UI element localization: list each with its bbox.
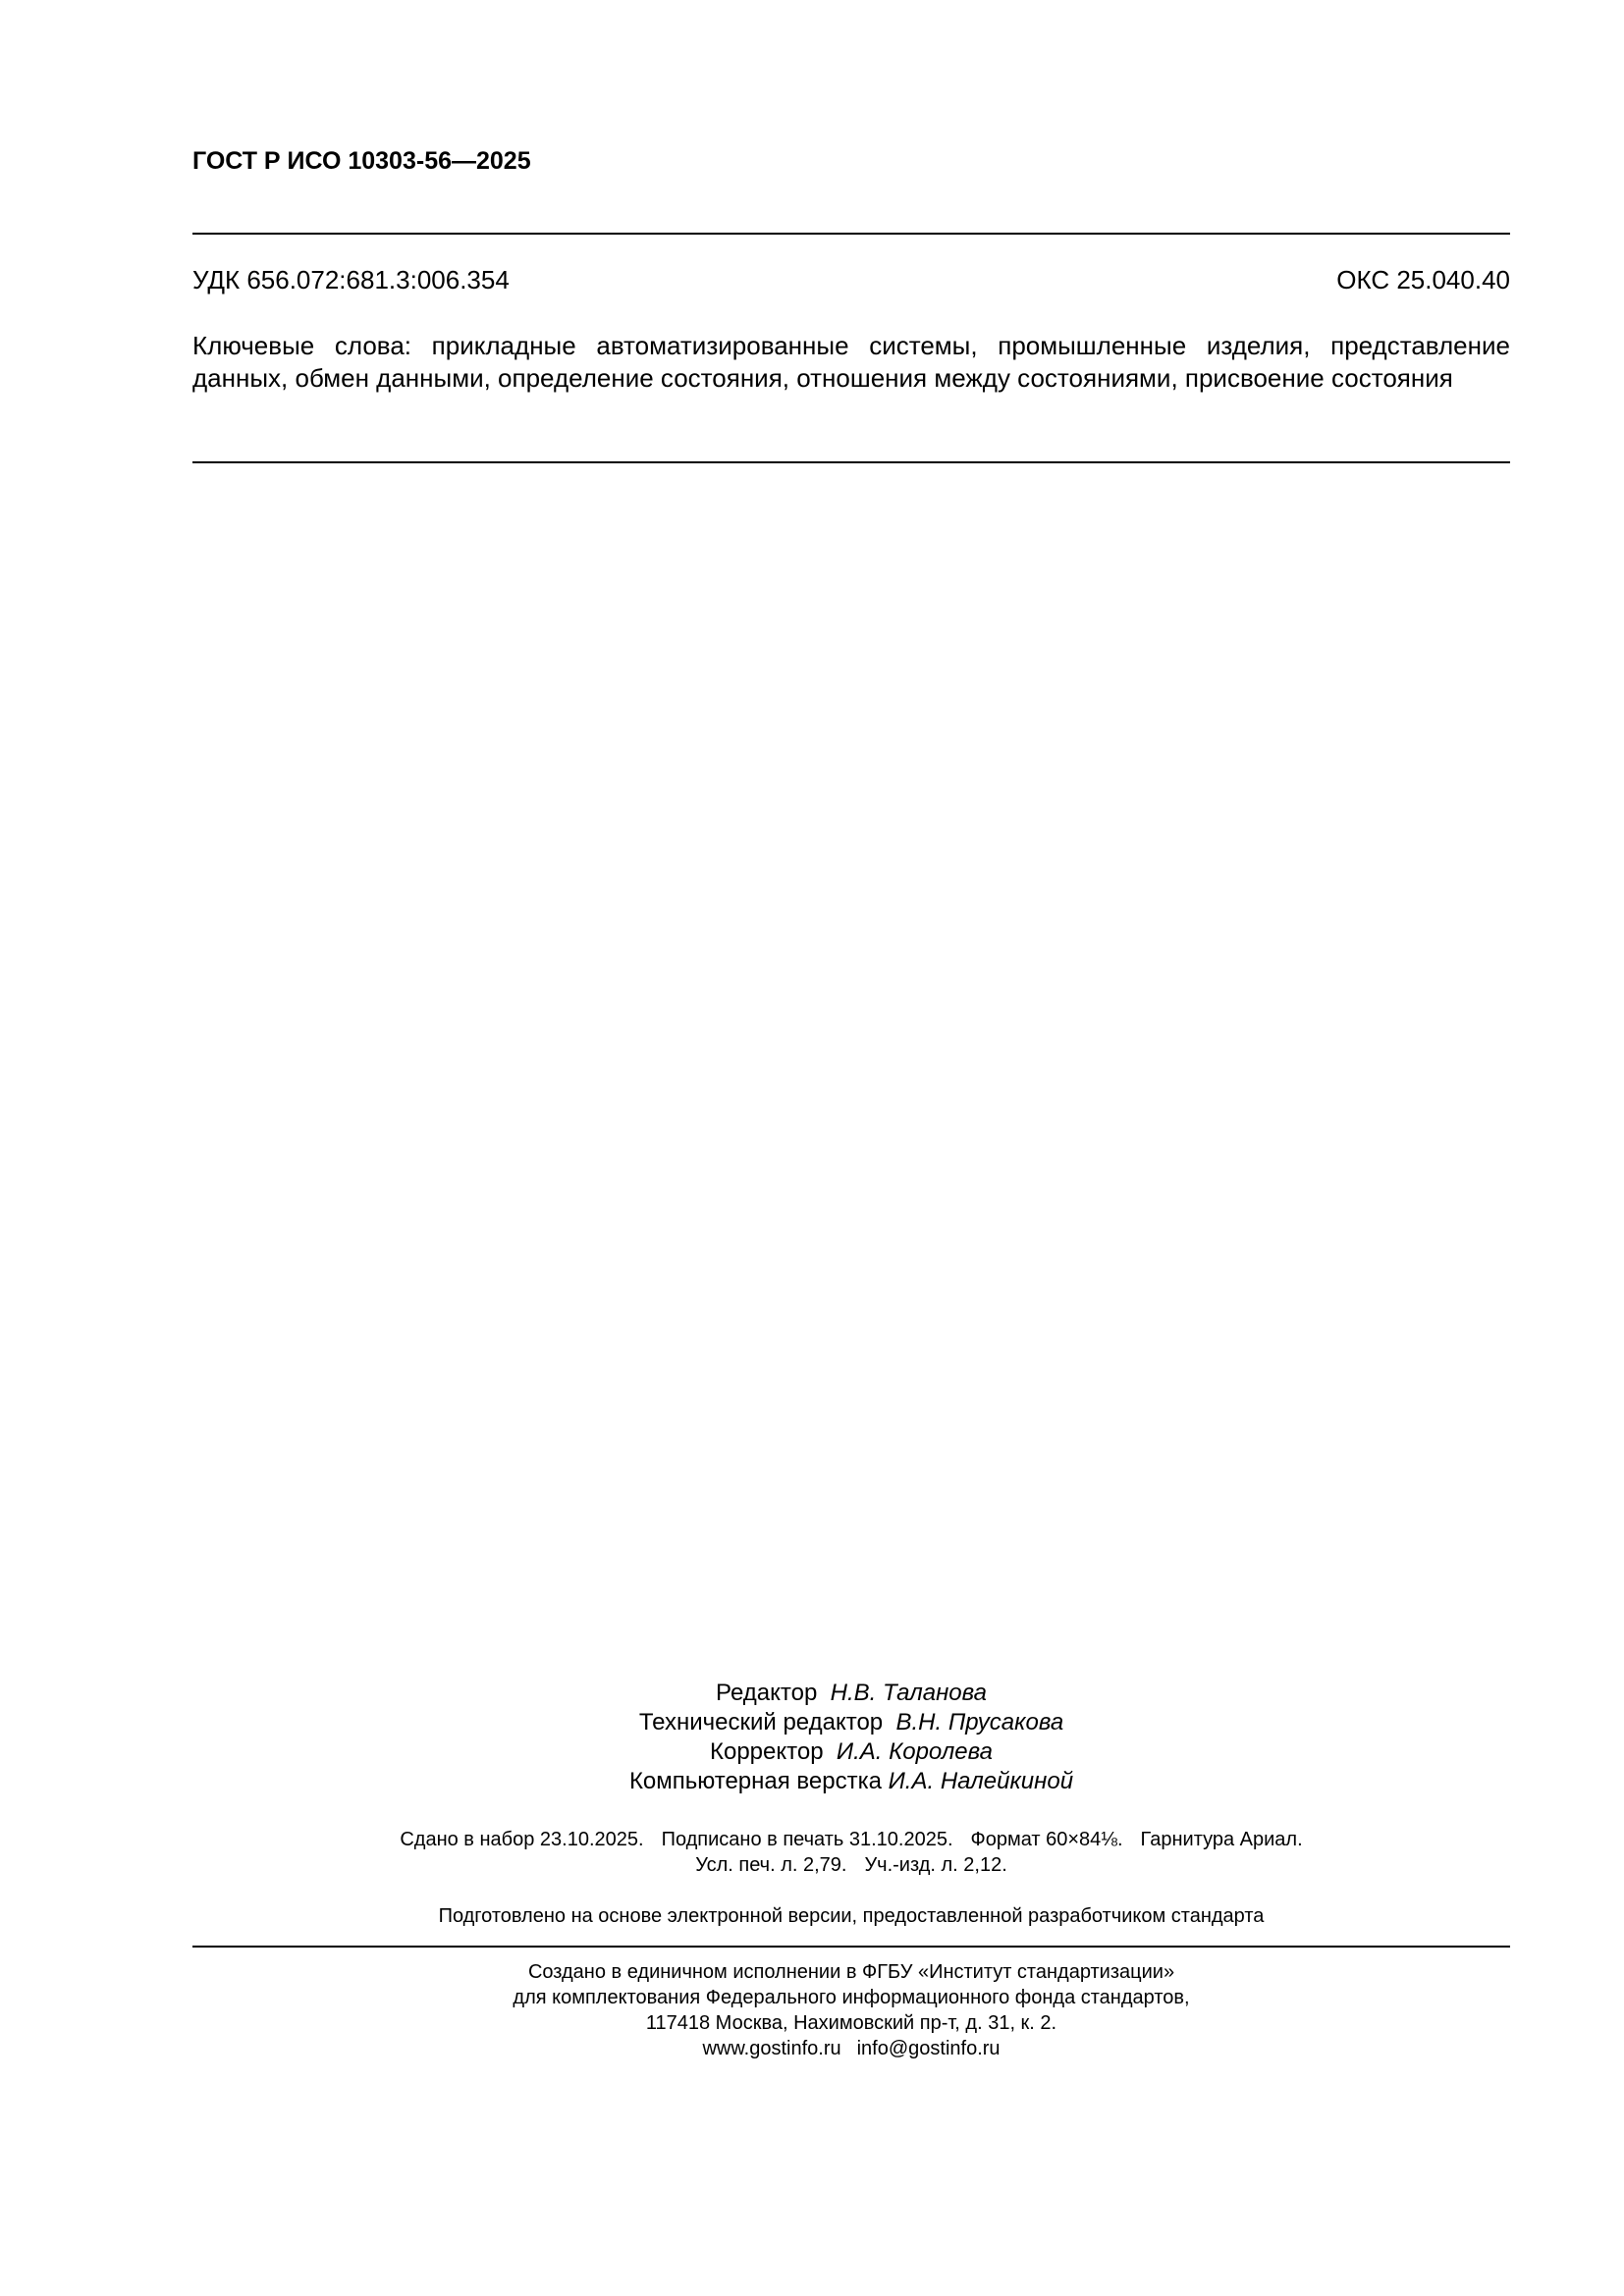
top-divider bbox=[192, 233, 1510, 235]
oks-code: ОКС 25.040.40 bbox=[1336, 265, 1510, 294]
imprint-submitted: Сдано в набор 23.10.2025. bbox=[400, 1829, 644, 1850]
credit-name: В.Н. Прусакова bbox=[895, 1709, 1064, 1735]
imprint-pub-sheets: Уч.-изд. л. 2,12. bbox=[864, 1854, 1007, 1876]
udk-code: УДК 656.072:681.3:006.354 bbox=[192, 265, 510, 294]
publisher-block bbox=[192, 1959, 1510, 2061]
credit-role: Технический редактор bbox=[638, 1709, 884, 1735]
credit-role: Редактор bbox=[716, 1680, 818, 1706]
prepared-note: Подготовлено на основе электронной версии, предоставленной разработчиком стандарта bbox=[438, 1905, 1265, 1927]
website-link[interactable]: www.gostinfo.ru bbox=[702, 2038, 841, 2059]
credit-name: Н.В. Таланова bbox=[830, 1680, 987, 1706]
keywords-paragraph: Ключевые слова: прикладные автоматизированные системы, промышленные изделия, представление данных, обмен данными, определение состояния, отношения между состояниями, присвоение состояния bbox=[192, 331, 1510, 393]
publisher-address: 117418 Москва, Нахимовский пр-т, д. 31, к. 2. bbox=[645, 2012, 1057, 2034]
imprint-line-1 bbox=[192, 1827, 1510, 1852]
credit-editor bbox=[192, 1679, 1510, 1708]
imprint-line-2 bbox=[192, 1852, 1510, 1878]
credit-role: Компьютерная верстка bbox=[628, 1768, 882, 1794]
imprint-format: Формат 60×84⅛. bbox=[970, 1829, 1123, 1850]
publisher-line-1: Создано в единичном исполнении в ФГБУ «Институт стандартизации» bbox=[527, 1961, 1175, 1983]
email-link[interactable]: info@gostinfo.ru bbox=[856, 2038, 1001, 2059]
publisher-contacts bbox=[192, 2036, 1510, 2061]
credit-technical-editor bbox=[192, 1708, 1510, 1737]
imprint-signed: Подписано в печать 31.10.2025. bbox=[661, 1829, 953, 1850]
credit-name: И.А. Королева bbox=[836, 1738, 993, 1765]
keywords-divider bbox=[192, 461, 1510, 463]
imprint-typeface: Гарнитура Ариал. bbox=[1140, 1829, 1303, 1850]
publisher-line-2: для комплектования Федерального информационного фонда стандартов, bbox=[513, 1987, 1190, 2008]
imprint-block bbox=[192, 1827, 1510, 1878]
credit-role: Корректор bbox=[710, 1738, 824, 1765]
document-code: ГОСТ Р ИСО 10303-56—2025 bbox=[192, 147, 531, 175]
imprint-print-sheets: Усл. печ. л. 2,79. bbox=[695, 1854, 847, 1876]
credit-layout bbox=[192, 1767, 1510, 1796]
publisher-divider bbox=[192, 1946, 1510, 1948]
credits-block bbox=[192, 1679, 1510, 1796]
credit-proofreader bbox=[192, 1737, 1510, 1767]
credit-name: И.А. Налейкиной bbox=[888, 1768, 1074, 1794]
